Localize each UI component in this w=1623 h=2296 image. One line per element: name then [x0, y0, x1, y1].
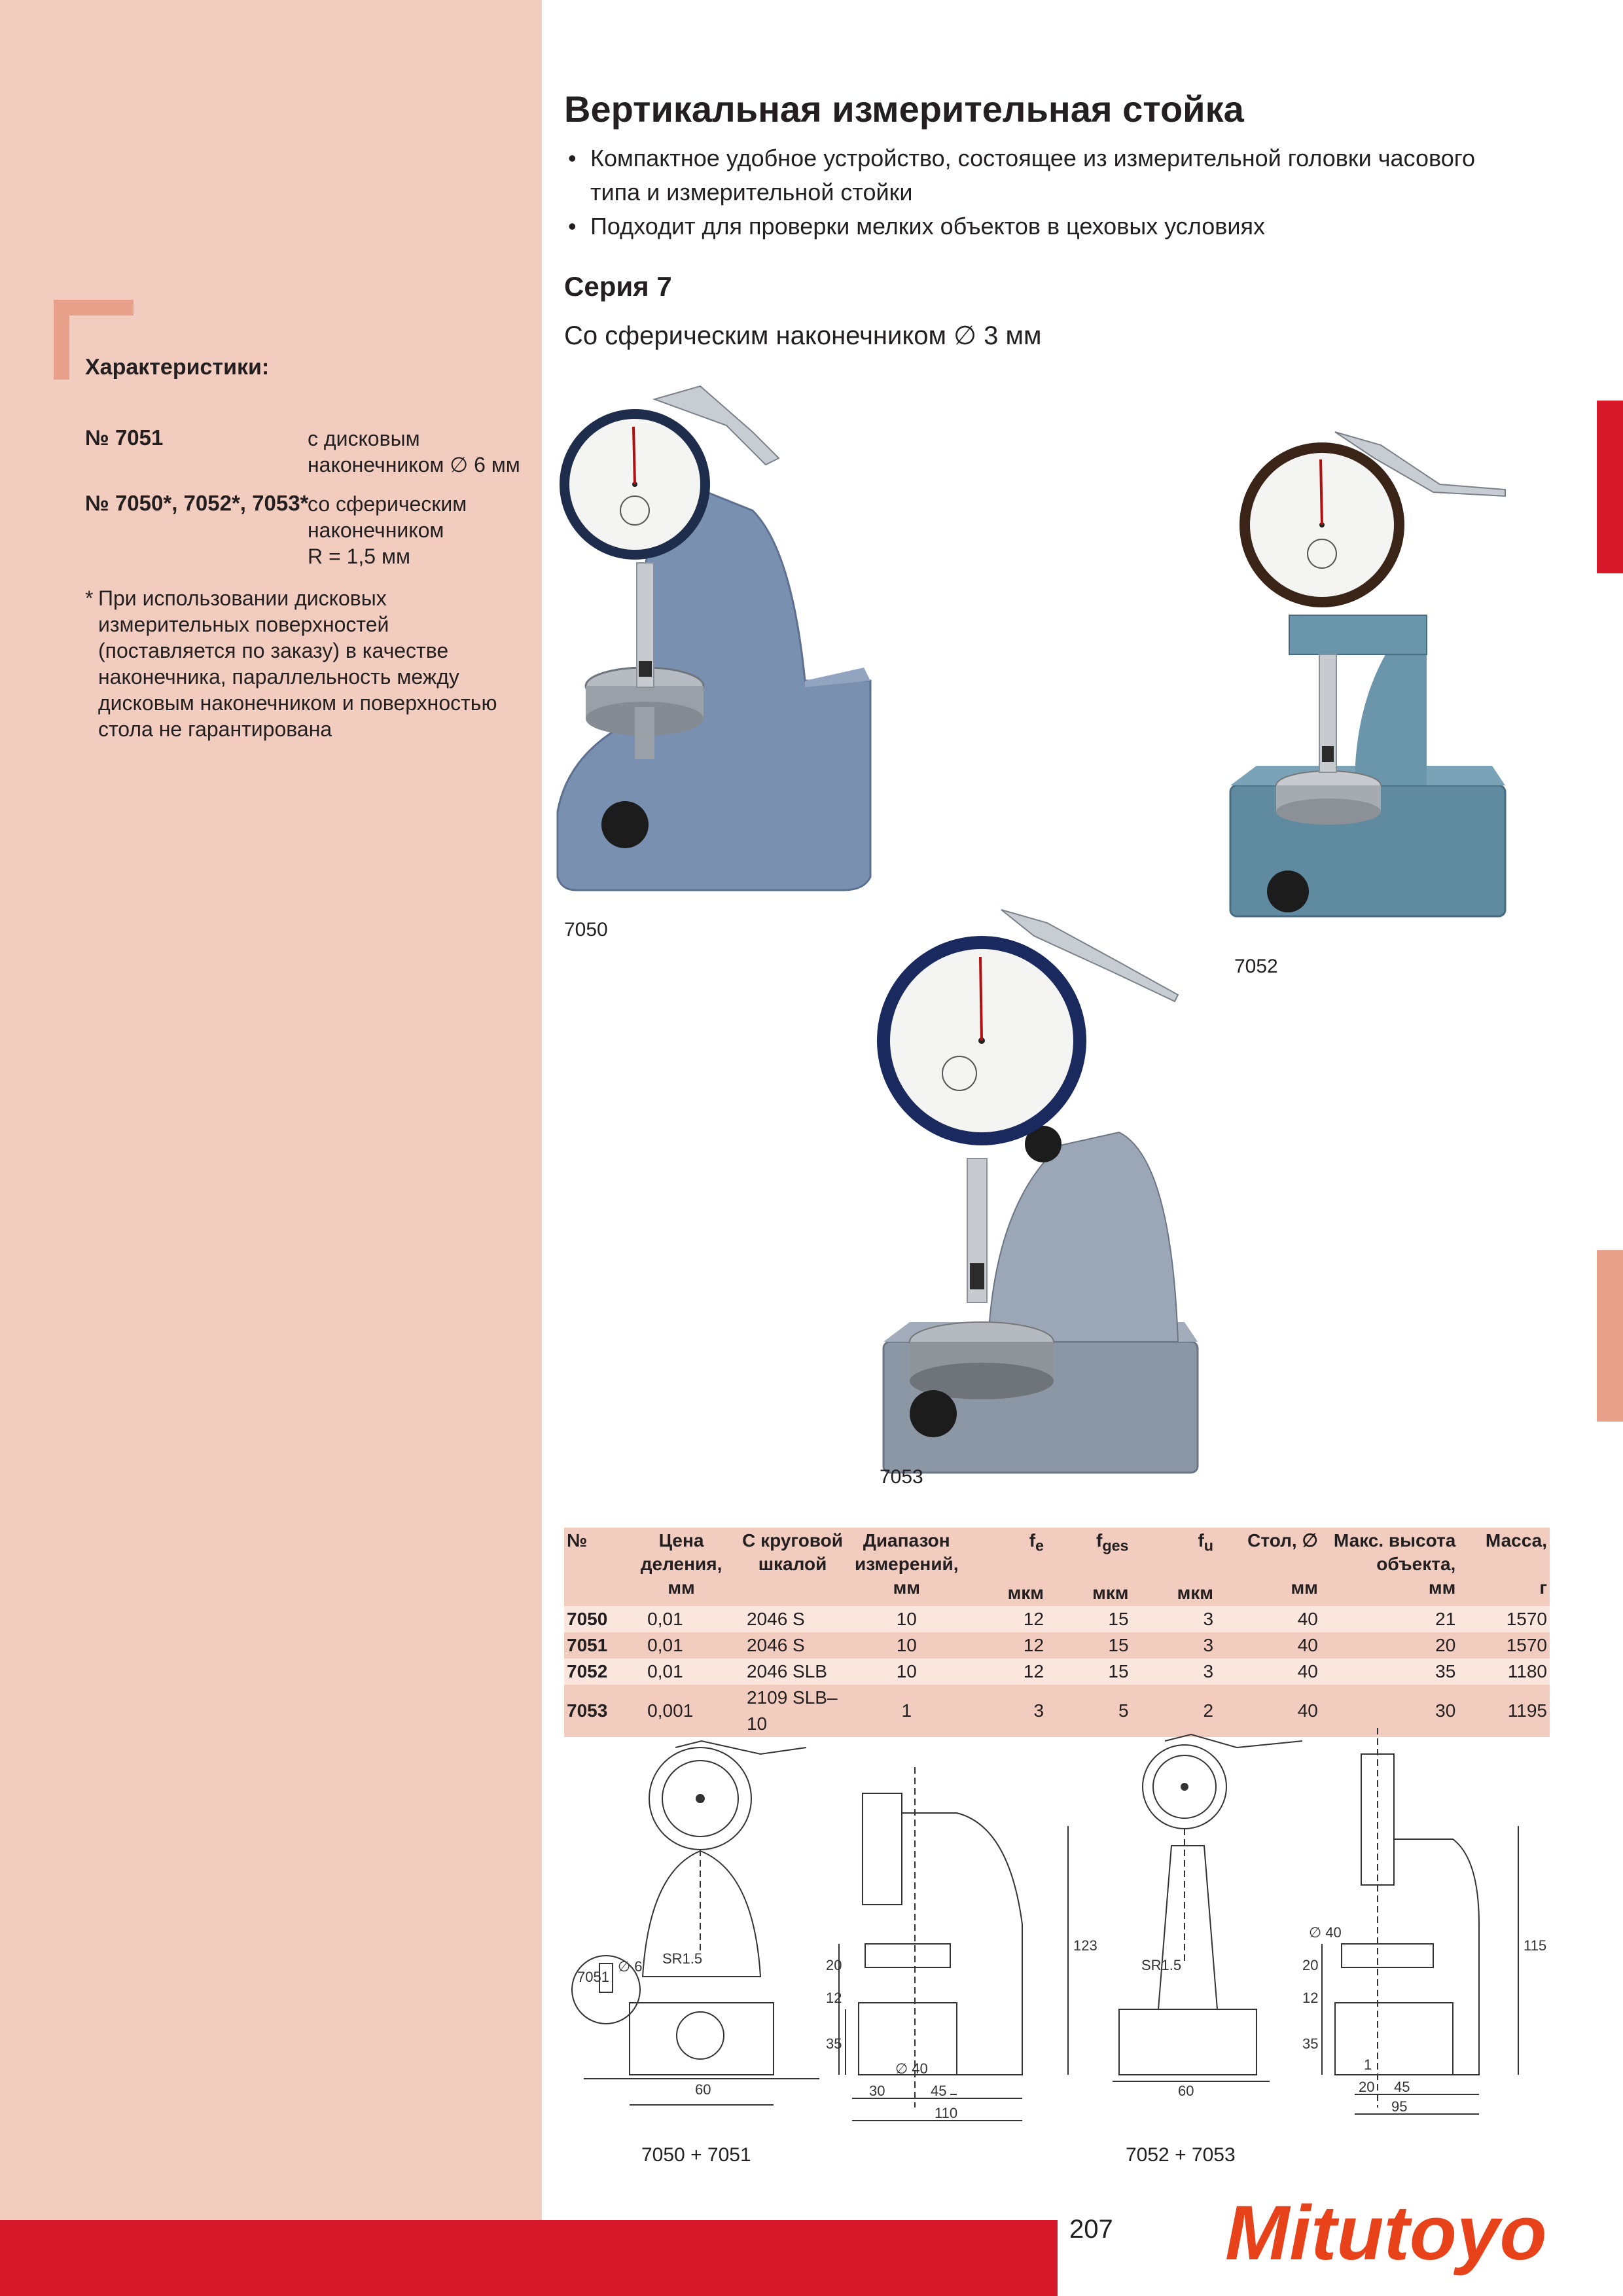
footnote-marker: * — [85, 586, 94, 610]
series-title: Серия 7 — [564, 271, 672, 302]
col-header-max-height: Макс. высота объекта, мм — [1333, 1530, 1456, 1598]
table-row: 7050 0,01 2046 S 10 12 15 3 40 21 1570 — [564, 1606, 1550, 1632]
spec-description-spherical: со сферическим наконечником R = 1,5 мм — [308, 492, 467, 568]
photo-label-7053: 7053 — [880, 1466, 923, 1488]
drawing-label: ∅ 40 — [1309, 1924, 1342, 1941]
drawing-label: 95 — [1391, 2098, 1408, 2115]
product-photo-7050 — [556, 380, 923, 916]
drawing-caption-7052-7053: 7052 + 7053 — [1126, 2144, 1236, 2166]
page-number: 207 — [1069, 2215, 1113, 2244]
col-header-range: Диапазон измерений, мм — [855, 1530, 959, 1598]
specifications-table — [564, 1528, 1550, 1737]
col-header-no: № — [567, 1530, 588, 1551]
technical-drawing-7052-7053 — [1113, 1728, 1571, 2115]
drawing-label: 20 — [1302, 1957, 1319, 1973]
drawing-caption-7050-7051: 7050 + 7051 — [641, 2144, 751, 2166]
mitutoyo-logo — [1225, 2187, 1559, 2279]
drawing-label: 35 — [1302, 2036, 1319, 2052]
col-header-mass: Масса, г — [1485, 1530, 1547, 1598]
photo-label-7052: 7052 — [1234, 956, 1278, 977]
table-header-row — [564, 1528, 1550, 1606]
col-header-fu: $f_u$ мкм — [1177, 1530, 1214, 1603]
drawing-label: 7051 — [577, 1969, 609, 1985]
drawing-label: 35 — [826, 2036, 842, 2052]
table-row: 7052 0,01 2046 SLB 10 12 15 3 40 35 1180 — [564, 1659, 1550, 1685]
product-photo-7053 — [870, 897, 1211, 1499]
feature-item: • Подходит для проверки мелких объектов в цеховых условиях — [568, 213, 1265, 240]
col-header-fges: $f_{ges}$ мкм — [1092, 1530, 1129, 1603]
technical-drawing-7050-7051 — [564, 1728, 1101, 2121]
drawing-label: 110 — [935, 2105, 958, 2121]
series-subtitle: Со сферическим наконечником ∅ 3 мм — [564, 321, 1042, 350]
drawing-label: 12 — [1302, 1990, 1319, 2006]
table-row: 7053 0,001 2109 SLB–10 1 3 5 2 40 30 1195 — [564, 1685, 1550, 1737]
drawing-label: 45 — [1394, 2079, 1410, 2095]
brand-wordmark: Mitutoyo — [1225, 2190, 1547, 2276]
drawing-label: 20 — [1359, 2079, 1375, 2095]
product-photo-7052 — [1217, 419, 1531, 956]
spec-model-7051: № 7051 — [85, 425, 164, 450]
footnote-text: При использовании дисковых измерительных поверхностей (поставляется по заказу) в качестве наконечника, параллельность между дисковым наконечником и поверхностью стола не гарантирована — [98, 586, 497, 741]
specs-heading: Характеристики: — [85, 355, 270, 380]
section-tab-pink — [1597, 1250, 1623, 1422]
drawing-label: 1 — [1364, 2056, 1372, 2073]
drawing-label: ∅ 6 — [618, 1958, 643, 1975]
drawing-label: 60 — [1178, 2083, 1194, 2099]
drawing-label: SR1.5 — [662, 1950, 703, 1967]
page-title: Вертикальная измерительная стойка — [564, 88, 1244, 130]
feature-item: • Компактное удобное устройство, состоящее из измерительной головки часового типа и измерительной стойки — [568, 145, 1476, 206]
col-header-division: Цена деления, мм — [640, 1530, 722, 1598]
drawing-label: 45 — [931, 2083, 947, 2099]
drawing-label: 115 — [1524, 1937, 1547, 1954]
feature-list — [564, 141, 1480, 243]
section-tab-red — [1597, 401, 1623, 573]
table-row: 7051 0,01 2046 S 10 12 15 3 40 20 1570 — [564, 1632, 1550, 1659]
drawing-label: 30 — [869, 2083, 885, 2099]
drawing-label: 123 — [1073, 1937, 1097, 1954]
drawing-label: 12 — [826, 1990, 842, 2006]
spec-description-7051: с дисковым наконечником ∅ 6 мм — [308, 427, 520, 476]
drawing-label: SR1.5 — [1141, 1957, 1182, 1973]
drawing-label: ∅ 40 — [895, 2060, 928, 2077]
spec-model-spherical: № 7050*, 7052*, 7053* — [85, 491, 309, 515]
footnote — [85, 585, 517, 742]
footer-red-bar — [0, 2220, 1058, 2296]
drawing-label: 60 — [695, 2081, 711, 2098]
col-header-fe: $f_e$ мкм — [1007, 1530, 1044, 1603]
photo-label-7050: 7050 — [564, 919, 608, 941]
drawing-label: 20 — [826, 1957, 842, 1973]
col-header-table-diameter: Стол, ∅ мм — [1247, 1530, 1318, 1598]
col-header-dial: С круговой шкалой — [742, 1530, 843, 1574]
